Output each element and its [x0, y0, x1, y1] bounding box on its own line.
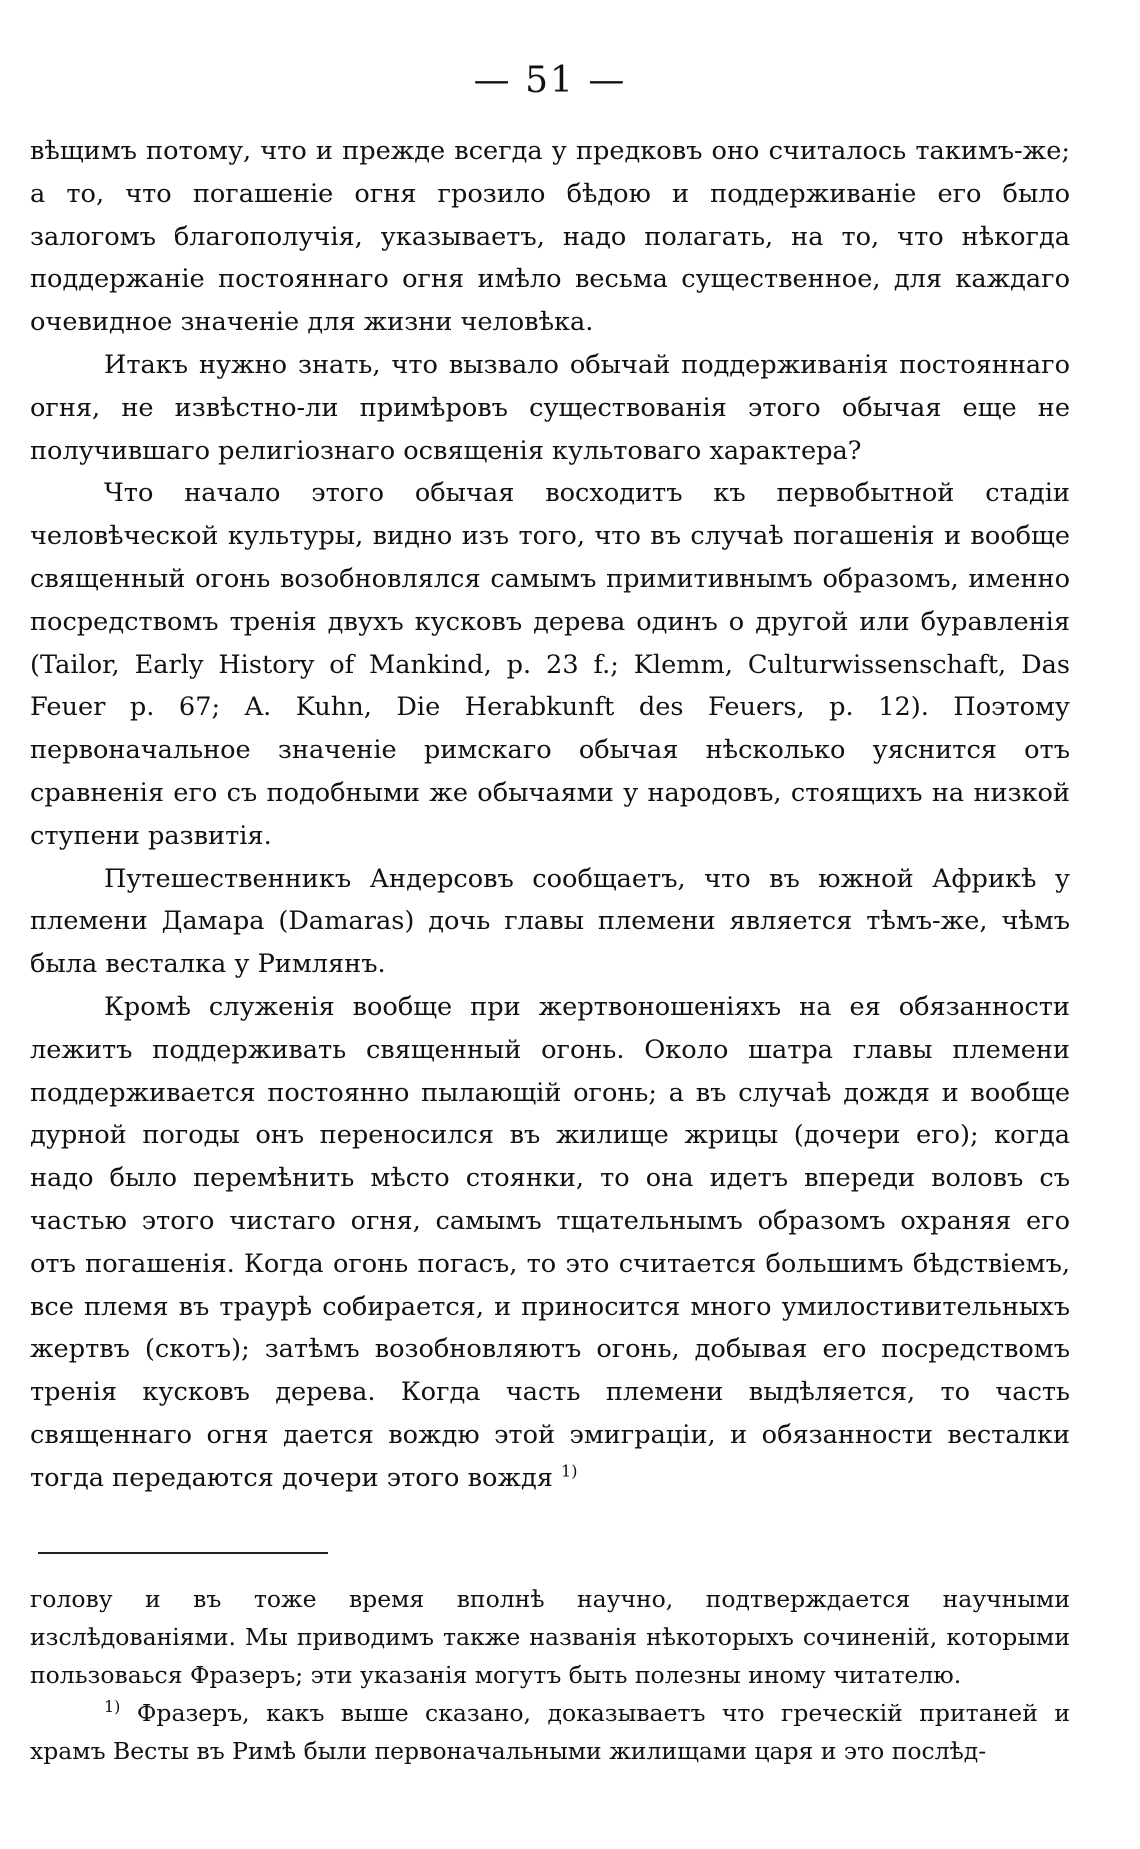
footnote-1-text: Фразеръ, какъ выше сказано, доказываетъ что греческій пританей и храмъ Весты въ Римѣ были первоначальными жилищами царя и это послѣд-: [30, 1699, 1070, 1765]
footnote-divider: [38, 1552, 328, 1554]
main-text: [30, 130, 1070, 1500]
paragraph-5-text: Кромѣ служенія вообще при жертвоношеніяхъ на ея обязанности лежитъ поддерживать священный огонь. Около шатра главы племени поддерживается постоянно пылающій огонь; а въ случаѣ дождя и вообще дурной погоды онъ переносился въ жилище жрицы (дочери его); когда надо было перемѣнить мѣсто стоянки, то она идетъ впереди воловъ съ частью этого чистаго огня, самымъ тщательнымъ образомъ охраняя его отъ погашенія. Когда огонь погасъ, то это считается большимъ бѣдствіемъ, все племя въ траурѣ собирается, и приносится много умилостивительныхъ жертвъ (скотъ); затѣмъ возобновляютъ огонь, добывая его посредствомъ тренія кусковъ дерева. Когда часть племени выдѣляется, то часть священнаго огня дается вождю этой эмиграціи, и обязанности весталки тогда передаются дочери этого вождя: [30, 991, 1070, 1493]
footnotes: [30, 1580, 1070, 1770]
footnote-reference: 1): [561, 1461, 578, 1481]
paragraph-1: вѣщимъ потому, что и прежде всегда у предковъ оно считалось такимъ-же; а то, что погашеніе огня грозило бѣдою и поддерживаніе его было залогомъ благополучія, указываетъ, надо полагать, на то, что нѣкогда поддержаніе постояннаго огня имѣло весьма существенное, для каждаго очевидное значеніе для жизни человѣка.: [30, 136, 1070, 338]
paragraph-3: Что начало этого обычая восходитъ къ первобытной стадіи человѣческой культуры, видно изъ того, что въ случаѣ погашенія и вообще священный огонь возобновлялся самымъ примитивнымъ образомъ, именно посредствомъ тренія двухъ кусковъ дерева одинъ о другой или буравленія (Tailor, Early History of Mankind, p. 23 f.; Klemm, Culturwissenschaft, Das Feuer p. 67; A. Kuhn, Die Herabkunft des Feuers, p. 12). Поэтому первоначальное значеніе римскаго обычая нѣсколько уяснится отъ сравненія его съ подобными же обычаями у народовъ, стоящихъ на низкой ступени развитія.: [30, 478, 1070, 851]
paragraph-5: [30, 986, 1070, 1500]
paragraph-4: Путешественникъ Андерсовъ сообщаетъ, что въ южной Африкѣ у племени Дамара (Damaras) дочь главы племени является тѣмъ-же, чѣмъ была весталка у Римлянъ.: [30, 863, 1070, 980]
paragraph-2: Итакъ нужно знать, что вызвало обычай поддерживанія постояннаго огня, не извѣстно-ли примѣровъ существованія этого обычая еще не получившаго религіознаго освященія культоваго характера?: [30, 349, 1070, 466]
page-number: — 51 —: [473, 60, 627, 101]
footnote-continuation: голову и въ тоже время вполнѣ научно, подтверждается научными изслѣдованіями. Мы приводимъ также названія нѣкоторыхъ сочиненій, которыми пользоваься Фразеръ; эти указанія могутъ быть полезны иному читателю.: [30, 1585, 1070, 1689]
footnote-marker: 1): [104, 1697, 121, 1717]
footnote-1: [30, 1694, 1070, 1770]
book-page: [30, 0, 1070, 1849]
